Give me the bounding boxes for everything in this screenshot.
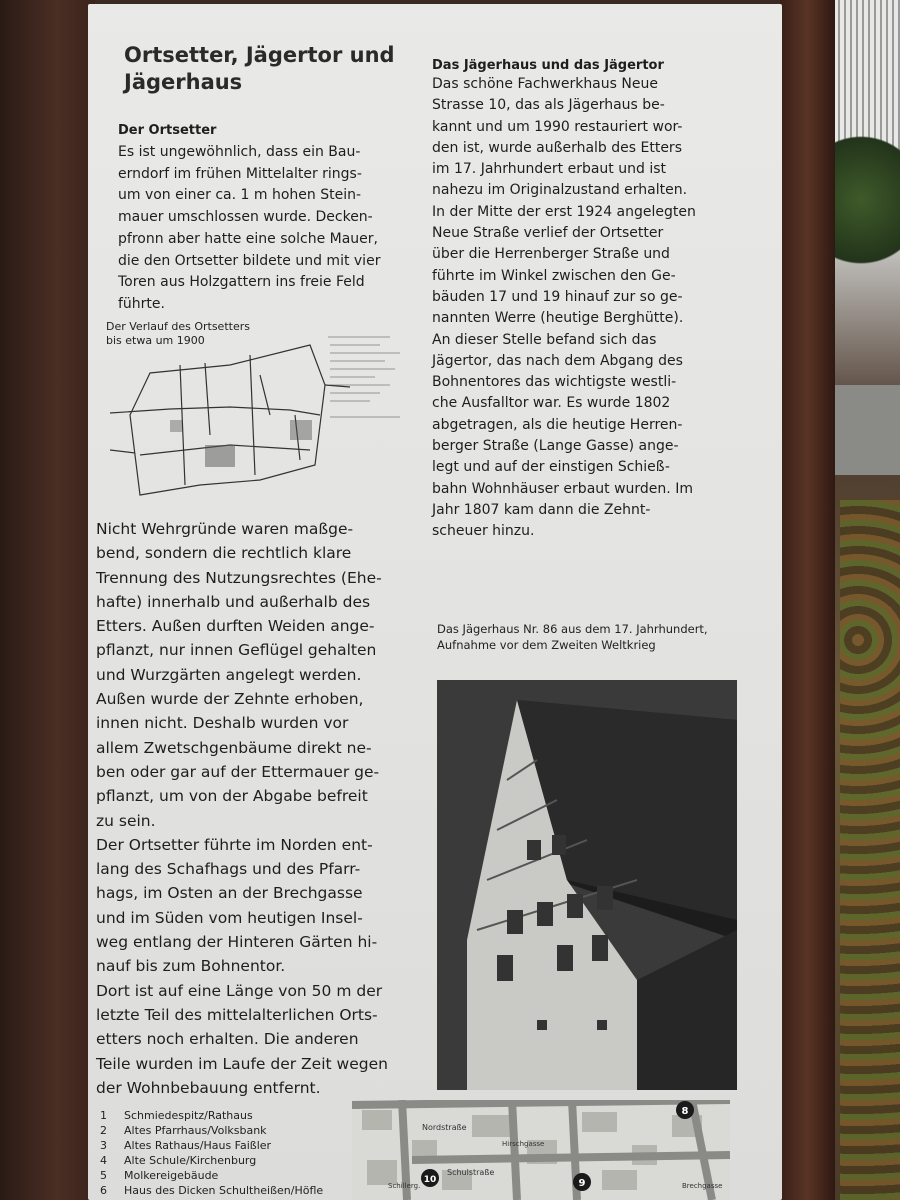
legend-number: 5 xyxy=(100,1169,107,1182)
street-label: Nordstraße xyxy=(422,1123,467,1132)
autumn-leaves xyxy=(840,500,900,1200)
wooden-frame-left xyxy=(0,0,95,1200)
legend-number: 3 xyxy=(100,1139,107,1152)
street-label: Schulstraße xyxy=(447,1168,495,1177)
map-marker-label: 9 xyxy=(578,1178,586,1189)
street-label: Hirschgasse xyxy=(502,1140,545,1148)
legend-number: 6 xyxy=(100,1184,107,1197)
planter xyxy=(835,385,900,475)
left-heading: Der Ortsetter xyxy=(118,123,217,138)
sign-title: Ortsetter, Jägertor und Jägerhaus xyxy=(124,43,395,94)
location-legend xyxy=(100,1108,323,1198)
right-heading: Das Jägerhaus und das Jägertor xyxy=(432,58,664,73)
historic-village-map xyxy=(110,325,410,505)
map-caption: Der Verlauf des Ortsetters bis etwa um 1900 xyxy=(106,320,250,347)
legend-item: Altes Pfarrhaus/Volksbank xyxy=(124,1124,267,1137)
left-intro-text: Es ist ungewöhnlich, dass ein Bau- erndorf im frühen Mittelalter rings- um von einer ca. 1 m hohen Stein- mauer umschlossen wurde. Decken- pfronn aber hatte eine solche Mauer, die den Ortsetter bildete und mit vier Toren aus Holzgattern ins freie Feld führte. xyxy=(118,144,381,312)
photo-caption: Das Jägerhaus Nr. 86 aus dem 17. Jahrhundert, Aufnahme vor dem Zweiten Weltkrieg xyxy=(437,622,708,652)
left-body-text: Nicht Wehrgründe waren maßge- bend, sondern die rechtlich klare Trennung des Nutzungsrechtes (Ehe- hafte) innerhalb und außerhalb des Etters. Außen durften Weiden ange- pflanzt, nur innen Geflügel gehalten und Wurzgärten angelegt werden. Außen wurde der Zehnte erhoben, innen nicht. Deshalb wurden vor allem Zwetschgenbäume direkt ne- ben oder gar auf der Ettermauer ge- pflanzt, um von der Abgabe befreit zu sein. Der Ortsetter führte im Norden ent- lang des Schafhags und des Pfarr- hags, im Osten an der Brechgasse und im Süden vom heutigen Insel- weg entlang der Hinteren Gärten hi- nauf bis zum Bohnentor. Dort ist auf eine Länge von 50 m der letzte Teil des mittelalterlichen Orts- etters noch erhalten. Die anderen Teile wurden im Laufe der Zeit wegen der Wohnbebauung entfernt. xyxy=(96,520,388,1097)
legend-number: 1 xyxy=(100,1109,107,1122)
legend-item: Molkereigebäude xyxy=(124,1169,219,1182)
map-marker-label: 8 xyxy=(681,1106,689,1117)
wooden-post-right xyxy=(780,0,835,1200)
map-marker-label: 10 xyxy=(423,1175,437,1185)
legend-number: 4 xyxy=(100,1154,107,1167)
historic-house-photo xyxy=(437,680,737,1090)
legend-item: Alte Schule/Kirchenburg xyxy=(124,1154,257,1167)
legend-item: Schmiedespitz/Rathaus xyxy=(124,1109,253,1122)
legend-item: Altes Rathaus/Haus Faißler xyxy=(124,1139,272,1152)
legend-number: 2 xyxy=(100,1124,107,1137)
right-body-text: Das schöne Fachwerkhaus Neue Strasse 10, das als Jägerhaus be- kannt und um 1990 restauriert wor- den ist, wurde außerhalb des Etters im 17. Jahrhundert erbaut und ist nahezu im Originalzustand erhalten. In der Mitte der erst 1924 angelegten Neue Straße verlief der Ortsetter über die Herrenberger Straße und führte im Winkel zwischen den Ge- bäuden 17 und 19 hinauf zur so ge- nannten Werre (heutige Berghütte). An dieser Stelle befand sich das Jägertor, das nach dem Abgang des Bohnentores das wichtigste westli- che Ausfalltor war. Es wurde 1802 abgetragen, als die heutige Herren- berger Straße (Lange Gasse) ange- legt und auf der einstigen Schieß- bahn Wohnhäuser erbaut wurden. Im Jahr 1807 kam dann die Zehnt- scheuer hinzu. xyxy=(432,76,696,540)
street-map xyxy=(352,1100,730,1200)
street-label: Brechgasse xyxy=(682,1182,723,1190)
legend-item: Haus des Dicken Schultheißen/Höfle xyxy=(124,1184,324,1197)
shrub xyxy=(835,120,900,280)
street-label: Schillerg. xyxy=(388,1182,421,1190)
